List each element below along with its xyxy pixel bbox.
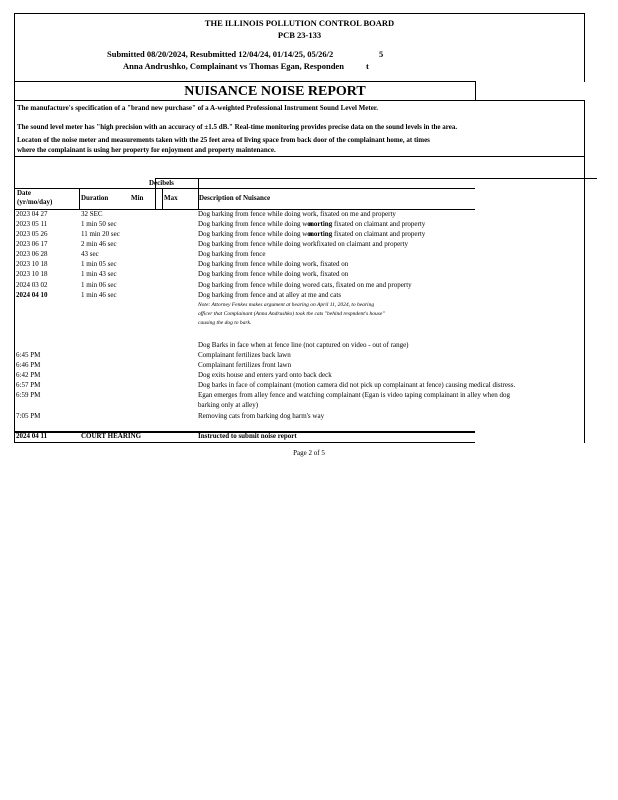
row-time: 6:46 PM [16, 361, 41, 369]
row-time: 7:05 PM [16, 412, 41, 420]
row-description: Complainant fertilizes front lawn [198, 361, 292, 369]
row-description: Dog barking from fence while doing work, fixated on me and property [198, 210, 396, 218]
row-duration: 11 min 20 sec [81, 230, 120, 238]
row-description [198, 229, 425, 239]
row-duration: 1 min 46 sec [81, 291, 117, 299]
row-description: Dog Barks in face when at fence line (not captured on video - out of range) [198, 341, 409, 349]
attorney-note-line-1: Note: Attorney Fenkes makes argument at hearing on April 11, 2024, to hearing [198, 302, 375, 308]
board-name: THE ILLINOIS POLLUTION CONTROL BOARD [204, 18, 395, 28]
row-description-main: Dog barking from fence while doing wor [198, 220, 314, 228]
document-header [14, 13, 585, 82]
description-header: Description of Nuisance [199, 194, 271, 202]
row-time: 6:59 PM [16, 391, 41, 399]
paragraph-2: The sound level meter has "high precision with an accuracy of ±1.5 dB." Real-time monitoring provides precise data on the sound levels in the area. [17, 123, 458, 131]
date-format-header: (yr/mo/day) [17, 198, 53, 206]
min-header: Min [131, 194, 144, 202]
row-description: Dog barks in face of complainant (motion camera did not pick up complainant at fence) causing medical distress. [198, 381, 516, 389]
row-date: 2023 06 28 [16, 250, 48, 258]
row-description: Dog barking from fence and at alley at me and cats [198, 291, 342, 299]
attorney-note-line-2: officer that Complainant (Anna Andrushko) took the cats "behind respndent's house" [198, 311, 385, 317]
row-date: 2023 10 18 [16, 270, 48, 278]
report-title: NUISANCE NOISE REPORT [184, 84, 366, 99]
row-description-tail: ed cats, fixated on me and property [313, 281, 412, 289]
parties-tail: t [366, 61, 369, 71]
row-description [198, 239, 408, 249]
row-description [198, 280, 412, 290]
max-header: Max [164, 194, 178, 202]
row-description: Dog barking from fence while doing work, fixated on [198, 270, 349, 278]
row-time: 6:57 PM [16, 381, 41, 389]
row-duration: 1 min 06 sec [81, 281, 117, 289]
parties: Anna Andrushko, Complainant vs Thomas Egan, Responden [123, 61, 344, 71]
row-date: 2024 04 11 [16, 432, 48, 440]
row-description-main: Dog barking from fence while doing work [198, 240, 317, 248]
row-description: Dog barking from fence [198, 250, 266, 258]
row-date: 2024 03 02 [16, 281, 48, 289]
row-description: Removing cats from barking dog harm's way [198, 412, 325, 420]
col-divider-max [162, 188, 163, 209]
row-description-tail: fixated on claimant and property [332, 220, 426, 228]
row-duration: 32 SEC [81, 210, 103, 218]
row-duration: 2 min 46 sec [81, 240, 117, 248]
row-date: 2023 10 18 [16, 260, 48, 268]
row-date: 2023 06 17 [16, 240, 48, 248]
row-duration: 1 min 05 sec [81, 260, 117, 268]
row-duration: 1 min 50 sec [81, 220, 117, 228]
row-description: Complainant fertilizes back lawn [198, 351, 291, 359]
attorney-note-line-3: causing the dog to bark. [198, 320, 252, 326]
page-number: Page 2 of 5 [293, 449, 325, 457]
row-date: 2023 04 27 [16, 210, 48, 218]
date-header: Date [17, 189, 31, 197]
col-divider-duration [79, 188, 80, 209]
row-description [198, 219, 425, 229]
paragraph-4: where the complainant is using her property for enjoyment and property maintenance. [17, 146, 276, 154]
row-description: Egan emerges from alley fence and watching complainant (Egan is video taping complainant in alley when dog [198, 391, 511, 399]
row-description: barking only at alley) [198, 401, 259, 409]
row-date: 2023 05 26 [16, 230, 48, 238]
row-duration: 1 min 43 sec [81, 270, 117, 278]
report-title-box [14, 81, 476, 101]
row-description-overlap: morting [308, 230, 333, 238]
row-duration: 43 sec [81, 250, 99, 258]
row-date: 2024 04 10 [16, 291, 48, 299]
row-time: 6:45 PM [16, 351, 41, 359]
duration-header: Duration [81, 194, 109, 202]
row-description-overlap: morting [308, 220, 333, 228]
row-description: Dog barking from fence while doing work, fixated on [198, 260, 349, 268]
row-time: 6:42 PM [16, 371, 41, 379]
row-description-tail: fixated on claimant and property [316, 240, 408, 248]
row-duration: COURT HEARING [81, 432, 142, 440]
row-description: Instructed to submit noise report [198, 432, 297, 440]
row-description: Dog exits house and enters yard onto back deck [198, 371, 332, 379]
table-group-line [155, 178, 597, 179]
row-date: 2023 05 11 [16, 220, 48, 228]
table-header-top [15, 188, 475, 189]
paragraph-3: Locaton of the noise meter and measurements taken with the 25 feet area of living space from back door of the complainant home, at times [17, 136, 430, 144]
section-divider [15, 156, 584, 157]
row-description-main: Dog barking from fence while doing wor [198, 281, 314, 289]
court-row-bottom-line [15, 442, 475, 443]
submission-dates-tail: 5 [379, 49, 384, 59]
row-description-main: Dog barking from fence while doing wor [198, 230, 314, 238]
case-number: PCB 23-133 [277, 30, 322, 40]
row-description-tail: fixated on claimant and property [332, 230, 426, 238]
paragraph-1: The manufacture's specification of a "brand new purchase" of a A-weighted Professional Instrument Sound Level Meter. [17, 104, 379, 112]
submission-dates: Submitted 08/20/2024, Resubmitted 12/04/24, 01/14/25, 05/26/2 [107, 49, 334, 59]
decibels-header: Decibels [149, 179, 174, 187]
